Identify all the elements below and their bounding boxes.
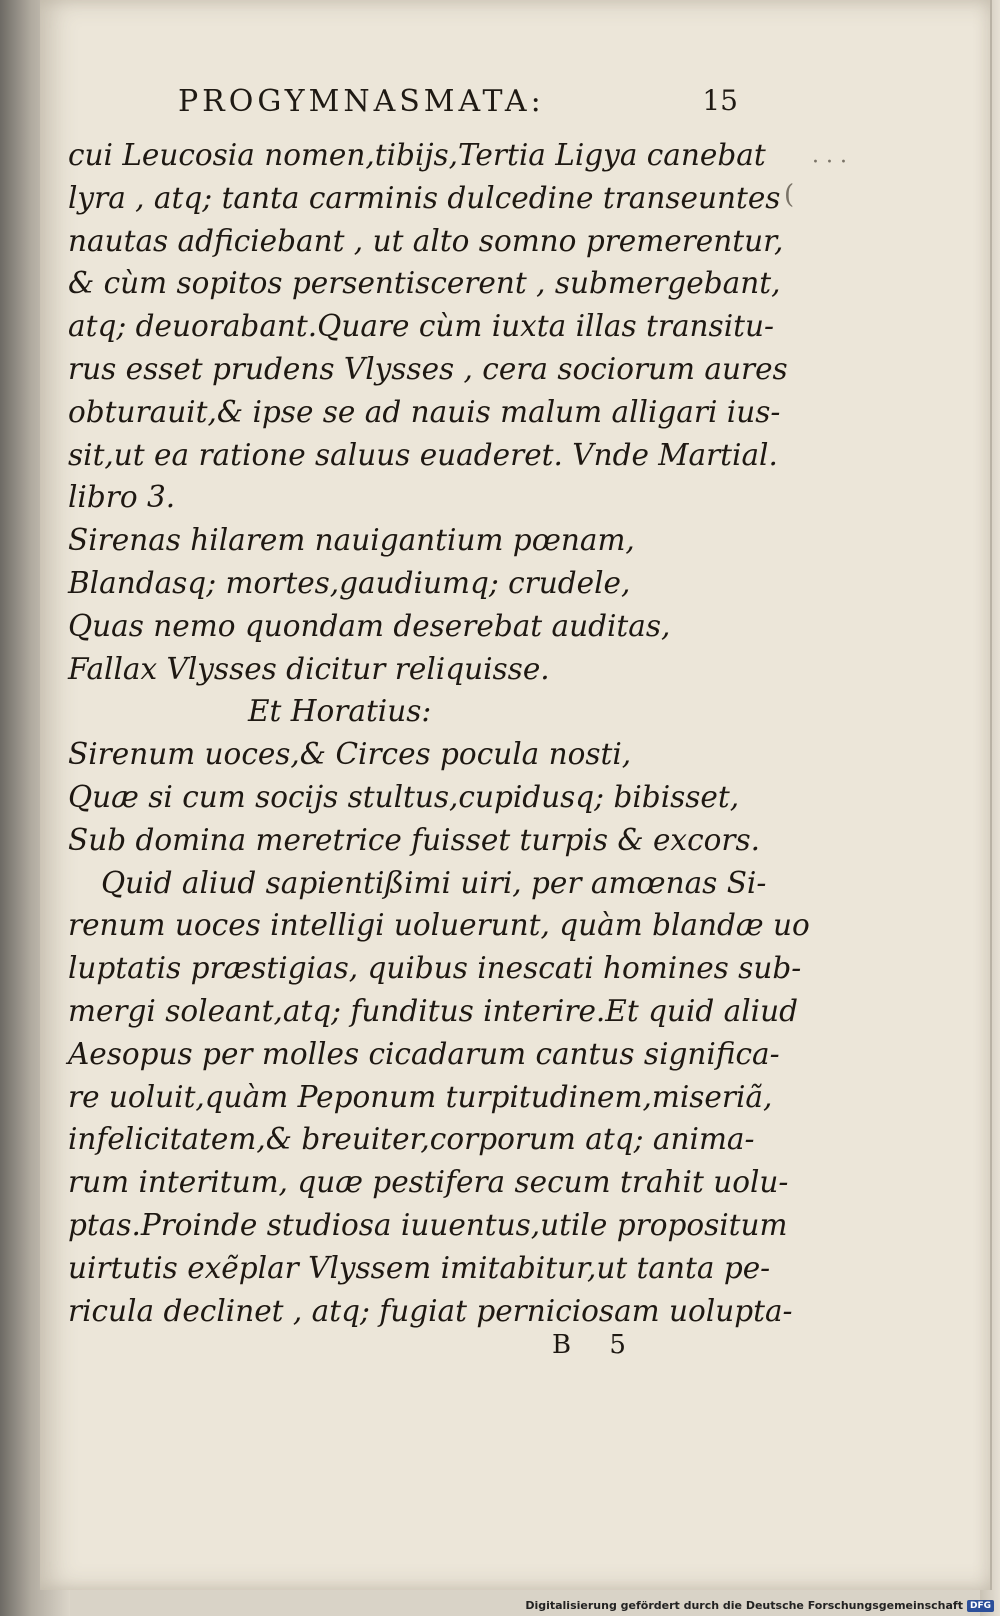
- verse-line: Fallax Vlysses dicitur reliquisse.: [68, 651, 550, 686]
- text-line: libro 3.: [68, 480, 176, 515]
- text-line: nautas adficiebant , ut alto somno premerentur,: [68, 223, 784, 258]
- text-line: luptatis præstigias, quibus inescati homines sub-: [68, 951, 802, 986]
- verse-line: Sub domina meretrice fuisset turpis & excors.: [68, 822, 760, 857]
- verse-line: Sirenas hilarem nauigantium pœnam,: [68, 523, 635, 558]
- text-line: infelicitatem,& breuiter,corporum atq; anima-: [68, 1122, 755, 1157]
- verse-line: Quæ si cum socijs stultus,cupidusq; bibisset,: [68, 779, 740, 814]
- text-line: mergi soleant,atq; funditus interire.Et quid aliud: [68, 993, 798, 1028]
- verse-line: Blandasq; mortes,gaudiumq; crudele,: [68, 565, 631, 600]
- verse-line: Quas nemo quondam deserebat auditas,: [68, 608, 671, 643]
- digitization-credit: [525, 1599, 994, 1612]
- text-line: re uoluit,quàm Peponum turpitudinem,miseriã,: [68, 1079, 773, 1114]
- dfg-logo: DFG: [967, 1600, 994, 1612]
- text-line: renum uoces intelligi uoluerunt, quàm blandæ uo: [68, 908, 810, 943]
- text-line: rus esset prudens Vlysses , cera sociorum aures: [68, 351, 788, 386]
- text-line: rum interitum, quæ pestifera secum trahit uolu-: [68, 1165, 789, 1200]
- text-line: atq; deuorabant.Quare cùm iuxta illas transitu-: [68, 309, 774, 344]
- text-line: ricula declinet , atq; fugiat perniciosam uolupta-: [68, 1293, 793, 1328]
- body-text: [68, 134, 810, 1332]
- running-title: PROGYMNASMATA:: [178, 84, 545, 119]
- margin-mark: (: [784, 180, 795, 210]
- citation-heading: Et Horatius:: [248, 694, 432, 729]
- text-line: sit,ut ea ratione saluus euaderet. Vnde Martial.: [68, 437, 778, 472]
- text-line: & cùm sopitos persentiscerent , submergebant,: [68, 266, 781, 301]
- text-line: lyra , atq; tanta carminis dulcedine transeuntes: [68, 180, 781, 215]
- signature-mark: [552, 1330, 626, 1360]
- margin-mark: · · ·: [812, 150, 847, 175]
- paragraph-start: Quid aliud sapientißimi uiri, per amœnas Si-: [101, 865, 767, 900]
- text-line: obturauit,& ipse se ad nauis malum alligari ius-: [68, 394, 781, 429]
- text-line: ptas.Proinde studiosa iuuentus,utile propositum: [68, 1207, 788, 1242]
- text-line: Aesopus per molles cicadarum cantus significa-: [68, 1036, 780, 1071]
- credit-text: Digitalisierung gefördert durch die Deutsche Forschungsgemeinschaft: [525, 1599, 963, 1612]
- text-line: uirtutis exẽplar Vlyssem imitabitur,ut tanta pe-: [68, 1250, 771, 1285]
- text-line: cui Leucosia nomen,tibijs,Tertia Ligya canebat: [68, 138, 766, 172]
- verse-line: Sirenum uoces,& Circes pocula nosti,: [68, 737, 632, 772]
- signature-letter: B: [552, 1330, 572, 1360]
- folio-number: 15: [702, 84, 738, 117]
- signature-number: 5: [609, 1330, 626, 1360]
